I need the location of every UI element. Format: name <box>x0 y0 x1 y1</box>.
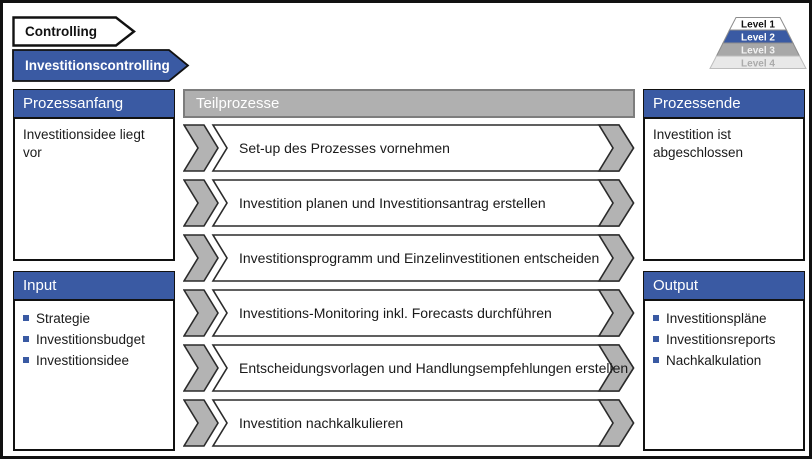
output-list-item <box>653 331 795 349</box>
subprocess-step-label: Set-up des Prozesses vornehmen <box>239 140 450 156</box>
subprocess-step-label: Investitions-Monitoring inkl. Forecasts durchführen <box>239 305 552 321</box>
subprocess-step[interactable] <box>183 344 635 392</box>
subprocess-step-label: Investition nachkalkulieren <box>239 415 404 431</box>
subprocess-step[interactable] <box>183 289 635 337</box>
subprocesses-header: Teilprozesse <box>183 89 635 118</box>
left-chevron-icon <box>184 345 218 391</box>
process-start-box <box>13 118 175 261</box>
output-panel <box>643 271 805 451</box>
subprocess-steps <box>183 124 635 447</box>
input-header: Input <box>13 271 175 300</box>
bullet-square-icon <box>653 357 659 363</box>
process-start-text: Investitionsidee liegt vor <box>23 127 145 161</box>
bullet-square-icon <box>653 336 659 342</box>
process-start-panel <box>13 89 175 261</box>
subprocess-step-label: Investitionsprogramm und Einzelinvestitionen entscheiden <box>239 250 600 266</box>
output-header: Output <box>643 271 805 300</box>
level-pyramid <box>708 17 808 69</box>
output-list-item <box>653 310 795 328</box>
breadcrumb-label-active: Investitionscontrolling <box>25 58 170 73</box>
bullet-square-icon <box>23 357 29 363</box>
input-item-label: Strategie <box>36 311 91 326</box>
output-item-label: Investitionsreports <box>666 332 776 348</box>
bullet-square-icon <box>23 336 29 342</box>
bullet-square-icon <box>653 315 659 321</box>
input-list-item <box>23 331 165 349</box>
left-chevron-icon <box>184 180 218 226</box>
bullet-square-icon <box>23 315 29 321</box>
input-box <box>13 300 175 451</box>
subprocess-step[interactable] <box>183 124 635 172</box>
breadcrumb-label: Controlling <box>25 24 97 39</box>
breadcrumb-tab-investitionscontrolling[interactable] <box>12 49 194 82</box>
left-chevron-icon <box>184 125 218 171</box>
process-end-header: Prozessende <box>643 89 805 118</box>
pyramid-level-1-label: Level 1 <box>741 19 775 31</box>
output-item-label: Investitionspläne <box>666 311 767 326</box>
breadcrumb-tab-controlling[interactable] <box>12 16 138 47</box>
process-start-header: Prozessanfang <box>13 89 175 118</box>
subprocess-step[interactable] <box>183 399 635 447</box>
subprocess-step-label: Investition planen und Investitionsantrag erstellen <box>239 195 546 211</box>
process-end-panel <box>643 89 805 261</box>
output-list <box>653 310 795 371</box>
left-chevron-icon <box>184 290 218 336</box>
output-list-item <box>653 352 795 370</box>
subprocess-step-label: Entscheidungsvorlagen und Handlungsempfehlungen erstellen <box>239 360 629 376</box>
input-item-label: Investitionsidee <box>36 353 130 369</box>
input-list-item <box>23 352 165 370</box>
subprocesses-panel <box>183 89 635 454</box>
subprocess-step[interactable] <box>183 179 635 227</box>
process-end-text: Investition ist abgeschlossen <box>653 127 744 161</box>
pyramid-level-3-label: Level 3 <box>741 45 775 57</box>
input-list <box>23 310 165 371</box>
input-item-label: Investitionsbudget <box>36 332 145 348</box>
input-list-item <box>23 310 165 328</box>
process-end-box <box>643 118 805 261</box>
input-panel <box>13 271 175 451</box>
subprocess-step[interactable] <box>183 234 635 282</box>
output-box <box>643 300 805 451</box>
left-chevron-icon <box>184 400 218 446</box>
output-item-label: Nachkalkulation <box>666 353 762 369</box>
pyramid-level-2-label: Level 2 <box>741 32 775 44</box>
pyramid-level-4-label: Level 4 <box>741 58 775 69</box>
left-chevron-icon <box>184 235 218 281</box>
